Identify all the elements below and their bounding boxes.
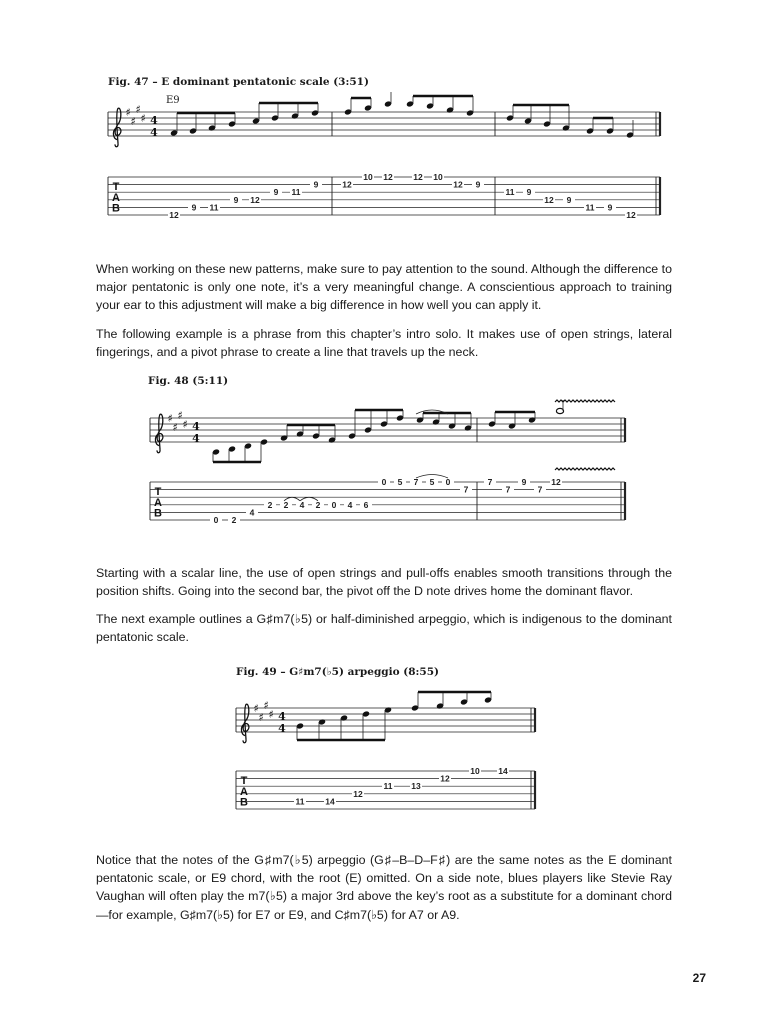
- tab-number: 0: [381, 477, 387, 487]
- tab-number: 12: [453, 179, 463, 190]
- tab-number: 0: [445, 477, 451, 487]
- tab-number: 4: [347, 499, 353, 510]
- tab-number: 9: [607, 202, 613, 213]
- vibrato-icon: [555, 468, 615, 470]
- sharp-icon: ♯: [263, 699, 269, 712]
- tab-number: 12: [169, 210, 179, 220]
- tab-number: 9: [526, 187, 532, 198]
- tab-number: 0: [213, 515, 219, 525]
- tab-number: 13: [411, 781, 421, 792]
- tab-number: 10: [363, 172, 373, 182]
- tab-number: 11: [505, 187, 515, 198]
- time-signature-digit: 4: [278, 722, 286, 735]
- tab-number: 12: [342, 179, 352, 190]
- page-number: 27: [692, 971, 706, 985]
- tab-number: 4: [249, 507, 255, 518]
- tab-number: 12: [250, 194, 260, 205]
- sharp-icon: ♯: [172, 421, 178, 434]
- sharp-icon: ♯: [140, 112, 146, 125]
- tab-number: 7: [537, 484, 543, 495]
- sharp-icon: ♯: [268, 708, 274, 721]
- tab-number: 14: [325, 796, 335, 807]
- tab-number: 9: [521, 477, 527, 487]
- tab-clef-letter: B: [154, 507, 162, 520]
- tab-number: 14: [498, 766, 508, 776]
- tab-number: 7: [487, 477, 493, 487]
- tab-number: 12: [440, 773, 450, 784]
- sharp-icon: ♯: [167, 412, 173, 425]
- tab-clef-letter: T: [240, 775, 248, 788]
- tab-number: 9: [233, 194, 239, 205]
- time-signature-digit: 4: [150, 114, 158, 127]
- tab-number: 2: [283, 499, 289, 510]
- tab-number: 2: [315, 499, 321, 510]
- tab-number: 12: [544, 194, 554, 205]
- tab-number: 7: [463, 484, 469, 495]
- tab-number: 2: [231, 515, 237, 525]
- sharp-icon: ♯: [130, 115, 136, 128]
- tab-number: 9: [566, 194, 572, 205]
- tab-number: 4: [299, 499, 305, 510]
- time-signature-digit: 4: [192, 432, 200, 445]
- tab-clef-letter: B: [112, 202, 120, 215]
- tab-number: 12: [551, 477, 561, 487]
- tab-number: 7: [413, 477, 419, 487]
- tab-number: 6: [363, 499, 369, 510]
- paragraph-4: The next example outlines a G♯m7(♭5) or half-diminished arpeggio, which is indigenous to the dominant pentatonic scale.: [96, 612, 672, 645]
- paragraph-5: Notice that the notes of the G♯m7(♭5) arpeggio (G♯–B–D–F♯) are the same notes as the E dominant pentatonic scale, or E9 chord, with the root (E) omitted. On a side note, blues players like Stevie Ray Vaughan will often play the m7(♭5) a major 3rd above the key’s root as a substitute for a dominant chord—for example, G♯m7(♭5) for E7 or E9, and C♯m7(♭5) for A7 or A9.: [96, 853, 672, 922]
- tab-number: 12: [353, 788, 363, 799]
- tab-number: 0: [331, 499, 337, 510]
- tab-number: 11: [585, 202, 595, 213]
- time-signature-digit: 4: [192, 420, 200, 433]
- sharp-icon: ♯: [177, 409, 183, 422]
- paragraph-3: Starting with a scalar line, the use of open strings and pull-offs enables smooth transitions through the position shifts. Going into the second bar, the pivot off the D note drives home the dominant flavor.: [96, 566, 672, 599]
- fig47-title: Fig. 47 – E dominant pentatonic scale (3:51): [108, 76, 369, 88]
- tab-number: 10: [470, 766, 480, 776]
- tab-number: 9: [475, 179, 481, 190]
- tab-number: 9: [273, 187, 279, 198]
- paragraph-2: The following example is a phrase from this chapter’s intro solo. It makes use of open strings, lateral fingerings, and a pivot phrase to create a line that travels up the neck.: [96, 327, 672, 360]
- treble-clef-icon: [155, 414, 162, 453]
- half-notehead: [556, 408, 563, 413]
- time-signature-digit: 4: [278, 710, 286, 723]
- tab-clef-letter: T: [112, 181, 120, 194]
- sharp-icon: ♯: [125, 106, 131, 119]
- tab-number: 5: [429, 477, 435, 487]
- treble-clef-icon: [113, 108, 120, 147]
- tab-number: 11: [383, 781, 393, 792]
- tab-clef-letter: B: [240, 796, 248, 809]
- sharp-icon: ♯: [253, 702, 259, 715]
- vibrato-icon: [555, 400, 615, 402]
- sharp-icon: ♯: [258, 711, 264, 724]
- tab-number: 5: [397, 477, 403, 487]
- tab-number: 11: [291, 187, 301, 198]
- notation-layer: [108, 92, 660, 809]
- tab-number: 2: [267, 499, 273, 510]
- tab-number: 10: [433, 172, 443, 182]
- tab-number: 7: [505, 484, 511, 495]
- fig49-title: Fig. 49 – G♯m7(♭5) arpeggio (8:55): [236, 666, 440, 678]
- tab-clef-letter: T: [154, 486, 162, 499]
- tab-number: 12: [413, 172, 423, 182]
- chord-symbol: E9: [166, 95, 180, 106]
- tab-number: 9: [313, 179, 319, 190]
- time-signature-digit: 4: [150, 126, 158, 139]
- tab-number: 12: [383, 172, 393, 182]
- paragraph-1: When working on these new patterns, make sure to pay attention to the sound. Although the difference to major pentatonic is only one note, it’s a very meaningful change. A conscientious approach to training your ear to this adjustment will make a big difference in how well you can apply it.: [96, 262, 672, 313]
- tab-clef-letter: A: [240, 785, 248, 798]
- sharp-icon: ♯: [135, 103, 141, 116]
- tab-number: 11: [209, 202, 219, 213]
- tab-clef-letter: A: [112, 191, 120, 204]
- treble-clef-icon: [241, 704, 248, 743]
- fig48-title: Fig. 48 (5:11): [148, 375, 229, 387]
- tab-number: 9: [191, 202, 197, 213]
- sharp-icon: ♯: [182, 418, 188, 431]
- tab-number: 11: [295, 796, 305, 807]
- tab-number: 12: [626, 210, 636, 220]
- tab-clef-letter: A: [154, 496, 162, 509]
